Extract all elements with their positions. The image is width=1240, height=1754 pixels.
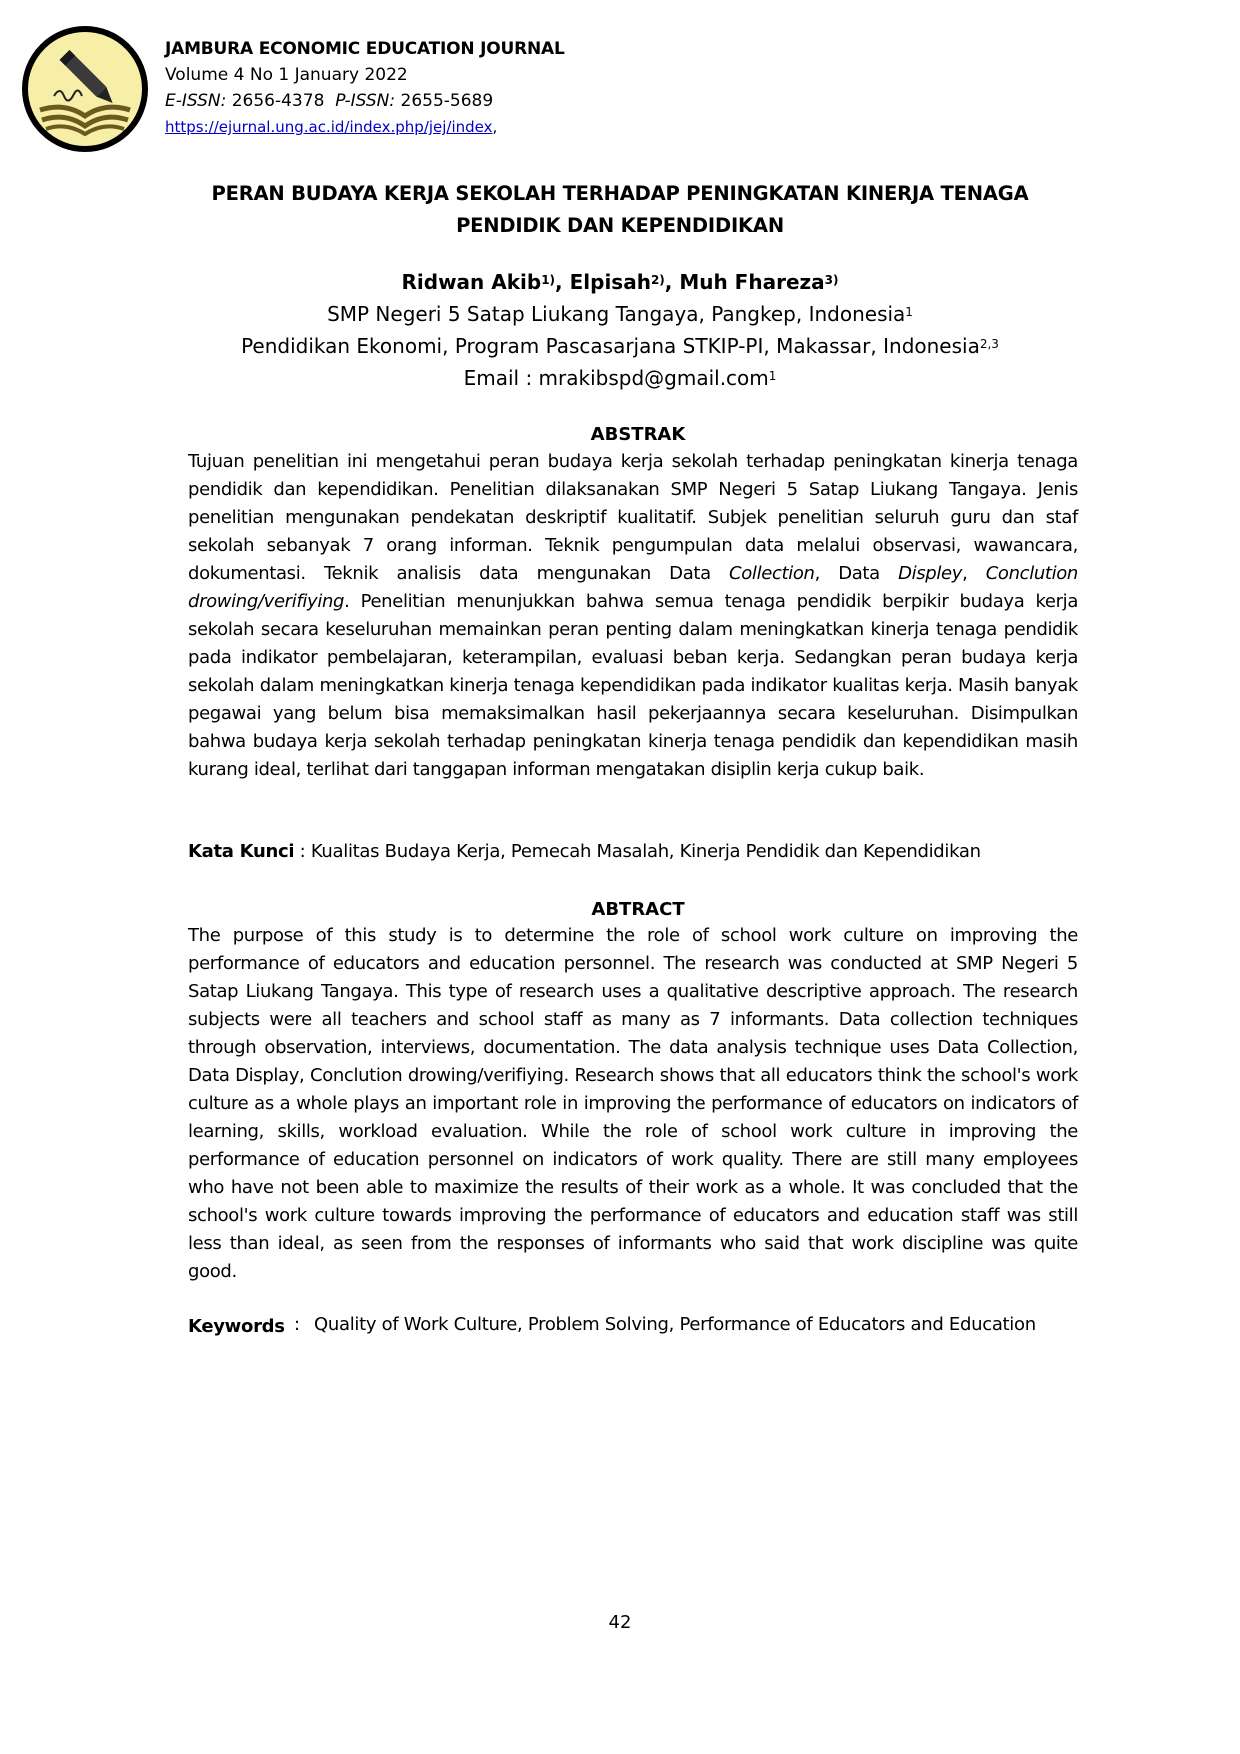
kata-kunci-sep: : — [294, 841, 311, 862]
affiliation-2-text: Pendidikan Ekonomi, Program Pascasarjana STKIP-PI, Makassar, Indonesia — [241, 334, 980, 358]
abstrak-italic-3: Conclution drowing/verifiying — [188, 563, 1078, 612]
abstrak-part-3: , — [962, 563, 986, 584]
author-list — [160, 266, 1080, 298]
keywords-text: Quality of Work Culture, Problem Solving, Performance of Educators and Education — [314, 1314, 1036, 1335]
journal-issn — [165, 88, 565, 114]
affiliation-1-mark: 1 — [905, 305, 913, 319]
kata-kunci-text: Kualitas Budaya Kerja, Pemecah Masalah, Kinerja Pendidik dan Kependidikan — [310, 841, 981, 862]
author-name: Ridwan Akib — [401, 270, 542, 294]
eissn-label: E-ISSN: — [165, 91, 227, 111]
journal-url-tail: , — [492, 118, 498, 136]
abstract-text: The purpose of this study is to determine the role of school work culture on improving the performance of educators and education personnel. The research was conducted at SMP Negeri 5 Satap Liukang Tangaya. This type of research uses a qualitative descriptive approach. The research subjects were all teachers and school staff as many as 7 informants. Data collection techniques through observation, interviews, documentation. The data analysis technique uses Data Collection, Data Display, Conclution drowing/verifiying. Research shows that all educators think the school's work culture as a whole plays an important role in improving the performance of educators on indicators of learning, skills, workload evaluation. While the role of school work culture in improving the performance of education personnel on indicators of work quality. There are still many employees who have not been able to maximize the results of their work as a whole. It was concluded that the school's work culture towards improving the performance of educators and education staff was still less than ideal, as seen from the responses of informants who said that work discipline was quite good. — [188, 925, 1078, 1282]
abstrak-part-1: Tujuan penelitian ini mengetahui peran budaya kerja sekolah terhadap peningkatan kinerja tenaga pendidik dan kependidikan. Penelitian dilaksanakan SMP Negeri 5 Satap Liukang Tangaya. Jenis penelitian mengunakan pendekatan deskriptif kualitatif. Subjek penelitian seluruh guru dan staf sekolah sebanyak 7 orang informan. Teknik pengumpulan data melalui observasi, wawancara, dokumentasi. Teknik analisis data mengunakan Data — [188, 451, 1078, 584]
affiliation-1 — [160, 298, 1080, 330]
author-email-mark: 1 — [768, 369, 777, 383]
journal-volume: Volume 4 No 1 January 2022 — [165, 65, 408, 85]
journal-logo-icon — [20, 24, 150, 154]
affiliation-2 — [160, 330, 1080, 362]
affiliation-2-mark: 2,3 — [979, 337, 999, 351]
author-name: Muh Fhareza — [679, 270, 825, 294]
author-sep: , — [664, 270, 680, 294]
author-sep: , — [555, 270, 570, 294]
author-email-text: Email : mrakibspd@gmail.com — [463, 366, 769, 390]
kata-kunci-line — [188, 838, 1088, 866]
abstract-heading: ABTRACT — [591, 899, 685, 920]
eissn-value: 2656-4378 — [231, 91, 325, 111]
article-title — [160, 178, 1080, 242]
journal-info — [165, 36, 565, 140]
author-mark: 3) — [824, 273, 839, 287]
author-name: Elpisah — [569, 270, 651, 294]
author-email — [160, 362, 1080, 394]
page-number: 42 — [608, 1612, 632, 1633]
keywords-label: Keywords — [188, 1316, 285, 1337]
journal-url-link[interactable]: https://ejurnal.ung.ac.id/index.php/jej/index — [165, 118, 493, 136]
author-block — [160, 266, 1080, 394]
title-line-2: PENDIDIK DAN KEPENDIDIKAN — [456, 214, 784, 237]
author-mark: 1) — [541, 273, 556, 287]
affiliation-1-text: SMP Negeri 5 Satap Liukang Tangaya, Pangkep, Indonesia — [327, 302, 906, 326]
pissn-value: 2655-5689 — [400, 91, 494, 111]
abstrak-italic-2: Displey — [898, 563, 963, 584]
journal-name: JAMBURA ECONOMIC EDUCATION JOURNAL — [165, 39, 565, 59]
abstrak-heading: ABSTRAK — [590, 424, 686, 445]
journal-header — [20, 22, 620, 157]
kata-kunci-label: Kata Kunci — [188, 841, 295, 862]
keywords-sep: : — [294, 1314, 300, 1335]
abstrak-part-4: . Penelitian menunjukkan bahwa semua tenaga pendidik berpikir budaya kerja sekolah secara keseluruhan memainkan peran penting dalam meningkatkan kinerja tenaga pendidik pada indikator pembelajaran, keterampilan, evaluasi beban kerja. Sedangkan peran budaya kerja sekolah dalam meningkatkan kinerja tenaga kependidikan pada indikator kualitas kerja. Masih banyak pegawai yang belum bisa memaksimalkan hasil pekerjaannya secara keseluruhan. Disimpulkan bahwa budaya kerja sekolah terhadap peningkatan kinerja tenaga pendidik dan kependidikan masih kurang ideal, terlihat dari tanggapan informan mengatakan disiplin kerja cukup baik. — [188, 591, 1078, 780]
author-mark: 2) — [650, 273, 665, 287]
abstrak-part-2: , Data — [814, 563, 899, 584]
title-line-1: PERAN BUDAYA KERJA SEKOLAH TERHADAP PENINGKATAN KINERJA TENAGA — [211, 182, 1029, 205]
pissn-label: P-ISSN: — [335, 91, 396, 111]
abstrak-italic-1: Collection — [729, 563, 815, 584]
abstrak-text — [188, 448, 1078, 784]
journal-url-line — [165, 114, 565, 140]
